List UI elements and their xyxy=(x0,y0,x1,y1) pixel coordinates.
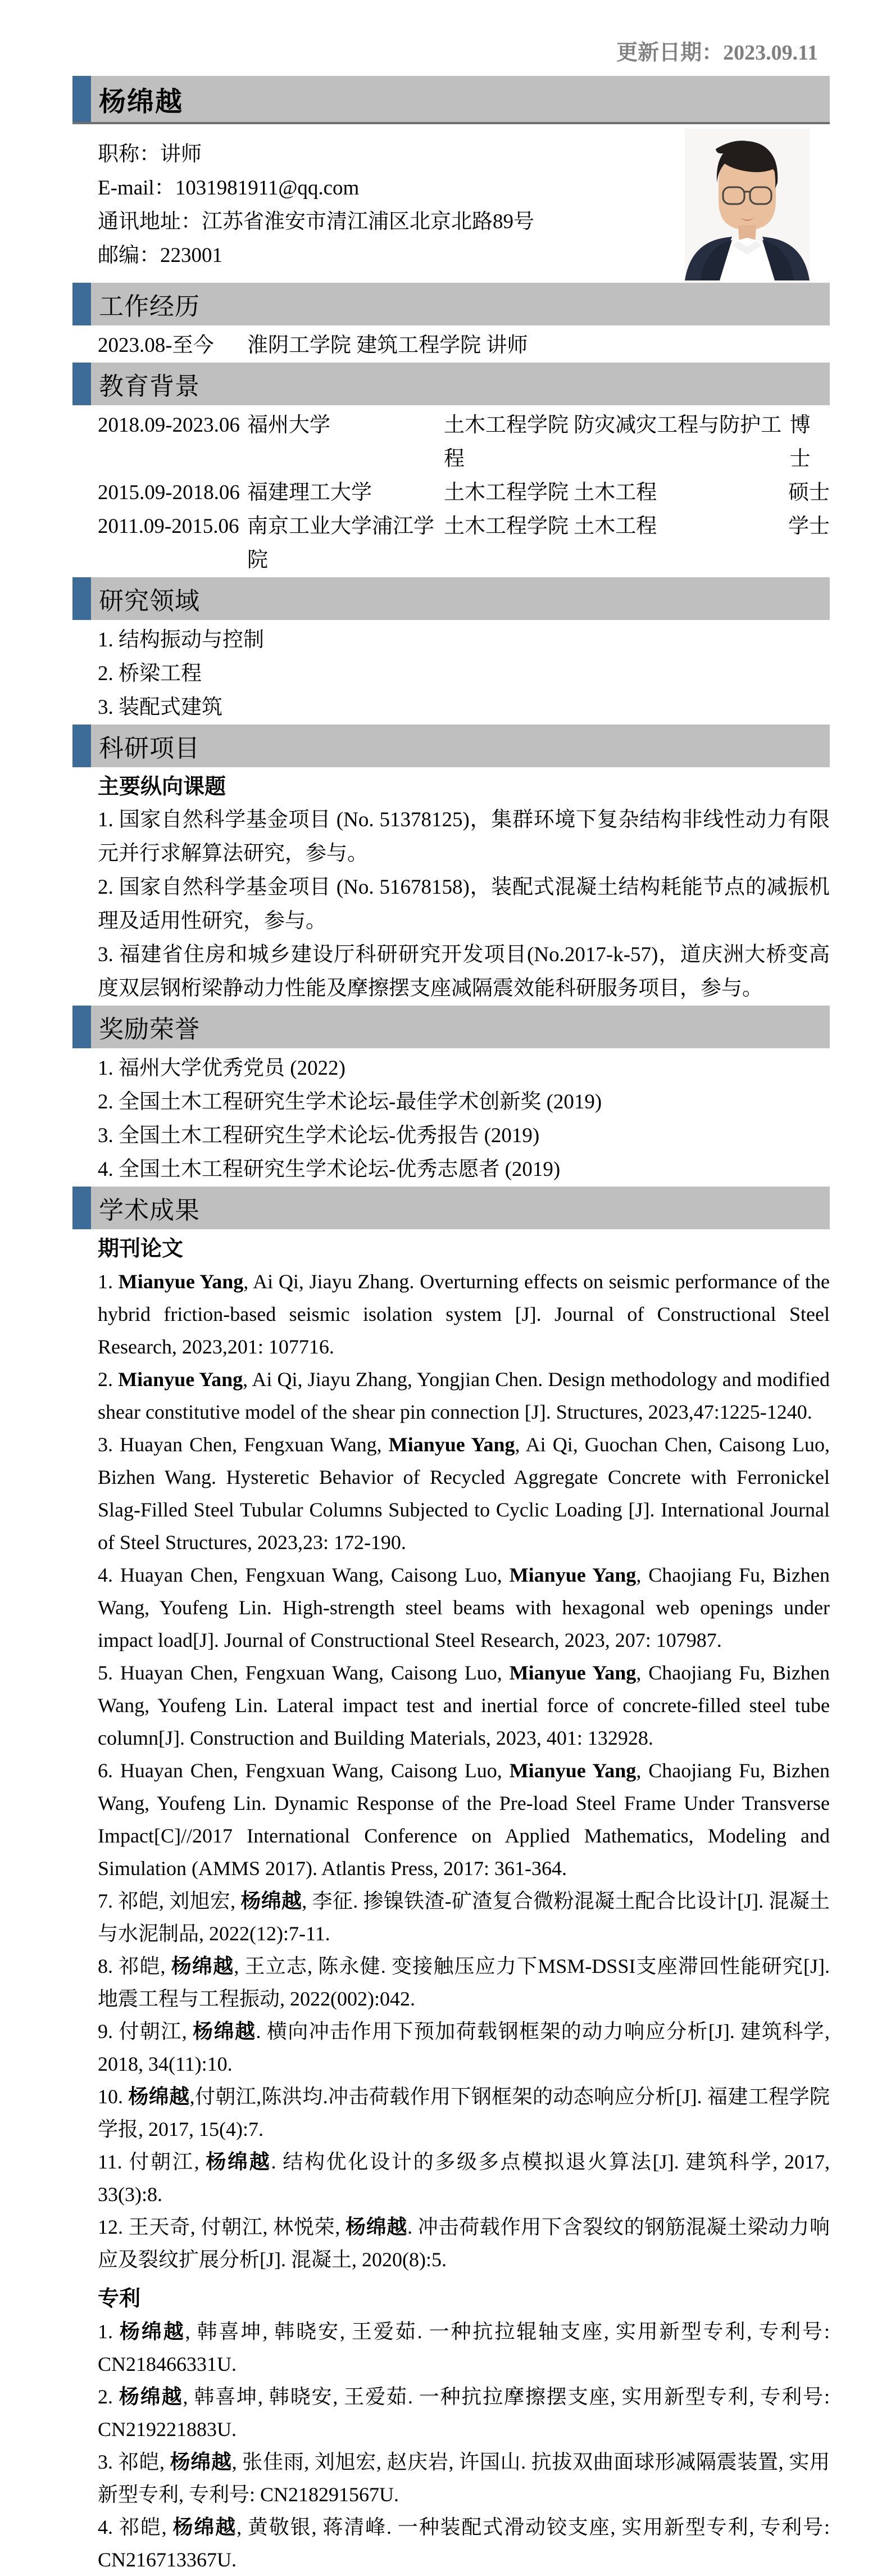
research-item: 2. 桥梁工程 xyxy=(98,662,202,685)
contact-value: 讲师 xyxy=(160,143,202,166)
education-row xyxy=(98,476,830,510)
patent-item: 3. 祁皑, 杨绵越, 张佳雨, 刘旭宏, 赵庆岩, 许国山. 抗拔双曲面球形减隔震装置, 实用新型专利, 专利号: CN218291567U. xyxy=(98,2451,830,2506)
journal-paper: 3. Huayan Chen, Fengxuan Wang, Mianyue Yang, Ai Qi, Guochan Chen, Caisong Luo, Bizhen Wang. Hysteretic Behavior of Recycled Aggregate Concrete with Ferronickel Slag-Filled Steel Tubular Columns Subjected to Cyclic Loading [J]. International Journal of Steel Structures, 2023,23: 172-190. xyxy=(98,1433,830,1554)
accent-block xyxy=(72,725,91,767)
work-period: 2023.08-至今 xyxy=(98,334,214,357)
journal-paper: 1. Mianyue Yang, Ai Qi, Jiayu Zhang. Overturning effects on seismic performance of the hybrid friction-based seismic isolation system [J]. Journal of Constructional Steel Research, 2023,201: 107716. xyxy=(98,1270,830,1358)
section-title-projects: 科研项目 xyxy=(99,735,200,762)
cv-page xyxy=(0,35,891,2576)
education-school: 南京工业大学浦江学院 xyxy=(247,515,434,572)
education-degree: 学士 xyxy=(788,515,830,538)
journal-papers-heading: 期刊论文 xyxy=(98,1237,184,1261)
contact-value: 223001 xyxy=(160,244,222,267)
section-bar-work xyxy=(72,283,830,325)
education-period: 2015.09-2018.06 xyxy=(98,481,240,504)
contact-label: 职称： xyxy=(98,143,160,166)
project-item: 2. 国家自然科学基金项目 (No. 51678158)，装配式混凝土结构耗能节点的减振机理及适用性研究，参与。 xyxy=(98,876,830,932)
contact-label: E-mail： xyxy=(98,176,175,200)
education-degree: 博士 xyxy=(789,414,811,470)
name-header-bar xyxy=(72,76,830,124)
award-item: 1. 福州大学优秀党员 (2022) xyxy=(98,1057,346,1080)
education-detail: 土木工程学院 防灾减灾工程与防护工程 xyxy=(444,414,782,470)
award-item: 4. 全国土木工程研究生学术论坛-优秀志愿者 (2019) xyxy=(98,1158,561,1181)
accent-block xyxy=(72,577,91,620)
patent-item: 1. 杨绵越, 韩喜坤, 韩晓安, 王爱茹. 一种抗拉辊轴支座, 实用新型专利, 专利号: CN218466331U. xyxy=(98,2320,830,2375)
journal-paper: 9. 付朝江, 杨绵越. 横向冲击作用下预加荷载钢框架的动力响应分析[J]. 建筑科学, 2018, 34(11):10. xyxy=(98,2020,830,2075)
journal-paper: 2. Mianyue Yang, Ai Qi, Jiayu Zhang, Yongjian Chen. Design methodology and modified shear constitutive model of the shear pin connection [J]. Structures, 2023,47:1225-1240. xyxy=(98,1368,830,1423)
accent-block xyxy=(72,363,91,405)
research-item: 3. 装配式建筑 xyxy=(98,696,222,719)
journal-paper: 12. 王天奇, 付朝江, 林悦荣, 杨绵越. 冲击荷载作用下含裂纹的钢筋混凝土梁动力响应及裂纹扩展分析[J]. 混凝土, 2020(8):5. xyxy=(98,2216,830,2271)
journal-paper: 5. Huayan Chen, Fengxuan Wang, Caisong Luo, Mianyue Yang, Chaojiang Fu, Bizhen Wang, Youfeng Lin. Lateral impact test and inertial force of concrete-filled steel tube column[J]. Construction and Building Materials, 2023, 401: 132928. xyxy=(98,1662,830,1749)
update-date: 更新日期：2023.09.11 xyxy=(616,41,818,65)
portrait-photo xyxy=(685,129,810,280)
journal-paper-list xyxy=(98,1265,830,2276)
work-detail: 淮阴工学院 建筑工程学院 讲师 xyxy=(247,334,528,357)
education-degree: 硕士 xyxy=(788,481,830,504)
education-period: 2011.09-2015.06 xyxy=(98,515,239,538)
accent-block xyxy=(72,283,91,325)
education-period: 2018.09-2023.06 xyxy=(98,414,240,437)
contact-value: 江苏省淮安市清江浦区北京北路89号 xyxy=(202,210,534,233)
education-rows xyxy=(98,409,830,577)
accent-block xyxy=(72,1006,91,1048)
intro-block xyxy=(98,138,830,276)
journal-paper: 8. 祁皑, 杨绵越, 王立志, 陈永健. 变接触压应力下MSM-DSSI支座滞回性能研究[J]. 地震工程与工程振动, 2022(002):042. xyxy=(98,1955,830,2010)
patent-item: 4. 祁皑, 杨绵越, 黄敬银, 蒋清峰. 一种装配式滑动铰支座, 实用新型专利, 专利号: CN216713367U. xyxy=(98,2516,830,2571)
award-item: 3. 全国土木工程研究生学术论坛-优秀报告 (2019) xyxy=(98,1124,540,1147)
accent-block xyxy=(72,1187,91,1229)
section-bar-achievements xyxy=(72,1187,830,1229)
project-item: 1. 国家自然科学基金项目 (No. 51378125)，集群环境下复杂结构非线性动力有限元并行求解算法研究，参与。 xyxy=(98,808,830,865)
award-item: 2. 全国土木工程研究生学术论坛-最佳学术创新奖 (2019) xyxy=(98,1090,602,1113)
contact-label: 通讯地址： xyxy=(98,210,202,233)
project-item: 3. 福建省住房和城乡建设厅科研研究开发项目(No.2017-k-57)，道庆洲大桥变高度双层钢桁梁静动力性能及摩擦摆支座减隔震效能科研服务项目，参与。 xyxy=(98,943,830,1000)
journal-paper: 11. 付朝江, 杨绵越. 结构优化设计的多级多点模拟退火算法[J]. 建筑科学, 2017, 33(3):8. xyxy=(98,2151,830,2206)
contact-value: 1031981911@qq.com xyxy=(175,176,360,200)
journal-paper: 6. Huayan Chen, Fengxuan Wang, Caisong Luo, Mianyue Yang, Chaojiang Fu, Bizhen Wang, Youfeng Lin. Dynamic Response of the Pre-load Steel Frame Under Transverse Impact[C]//2017 International Conference on Applied Mathematics, Modeling and Simulation (AMMS 2017). Atlantis Press, 2017: 361-364. xyxy=(98,1759,830,1880)
education-detail: 土木工程学院 土木工程 xyxy=(444,481,657,504)
section-bar-research xyxy=(72,577,830,620)
section-title-education: 教育背景 xyxy=(99,373,200,400)
patent-list xyxy=(98,2315,830,2576)
section-title-research: 研究领域 xyxy=(99,587,200,615)
project-items xyxy=(98,803,830,1006)
work-rows xyxy=(98,329,830,363)
award-items xyxy=(98,1052,830,1187)
section-title-work: 工作经历 xyxy=(99,293,200,320)
contact-label: 邮编： xyxy=(98,244,160,267)
person-name: 杨绵越 xyxy=(99,87,184,117)
accent-block xyxy=(72,76,91,122)
section-bar-projects xyxy=(72,725,830,767)
education-school: 福建理工大学 xyxy=(247,481,372,504)
patents-heading: 专利 xyxy=(98,2287,141,2311)
portrait-photo-illustration xyxy=(685,129,810,280)
section-bar-awards xyxy=(72,1006,830,1048)
journal-paper: 4. Huayan Chen, Fengxuan Wang, Caisong Luo, Mianyue Yang, Chaojiang Fu, Bizhen Wang, Youfeng Lin. High-strength steel beams with hexagonal web openings under impact load[J]. Journal of Constructional Steel Research, 2023, 207: 107987. xyxy=(98,1564,830,1651)
projects-subtitle: 主要纵向课题 xyxy=(98,775,226,799)
journal-paper: 10. 杨绵越,付朝江,陈洪均.冲击荷载作用下钢框架的动态响应分析[J]. 福建工程学院学报, 2017, 15(4):7. xyxy=(98,2085,830,2140)
research-items xyxy=(98,623,830,725)
education-row xyxy=(98,409,830,476)
patent-item: 2. 杨绵越, 韩喜坤, 韩晓安, 王爱茹. 一种抗拉摩擦摆支座, 实用新型专利, 专利号: CN219221883U. xyxy=(98,2385,830,2441)
section-title-awards: 奖励荣誉 xyxy=(99,1016,200,1043)
journal-paper: 7. 祁皑, 刘旭宏, 杨绵越, 李征. 掺镍铁渣-矿渣复合微粉混凝土配合比设计[J]. 混凝土与水泥制品, 2022(12):7-11. xyxy=(98,1890,830,1945)
education-row xyxy=(98,510,830,577)
section-bar-education xyxy=(72,363,830,405)
section-title-achievements: 学术成果 xyxy=(99,1197,200,1224)
education-detail: 土木工程学院 土木工程 xyxy=(444,515,657,538)
education-school: 福州大学 xyxy=(247,414,330,437)
research-item: 1. 结构振动与控制 xyxy=(98,628,264,651)
work-row xyxy=(98,329,830,363)
